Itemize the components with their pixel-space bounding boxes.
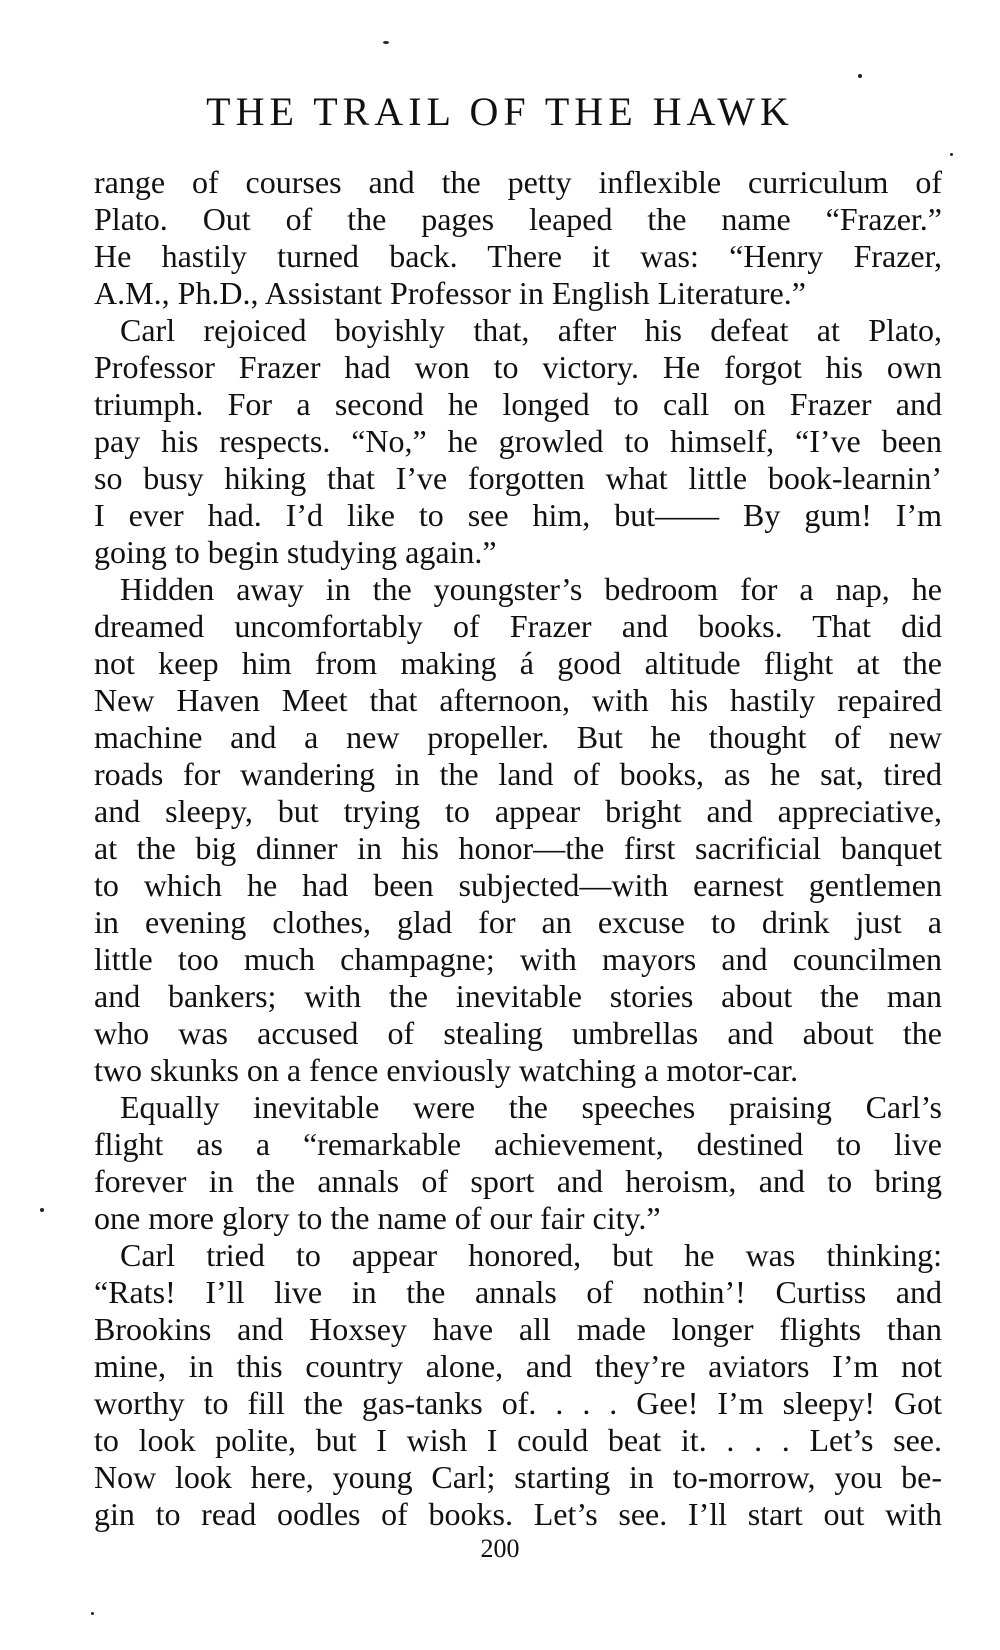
text-line: who was accused of stealing umbrellas and about the <box>94 1015 942 1051</box>
text-line: and sleepy, but trying to appear bright and appreciative, <box>94 793 942 829</box>
text-line: A.M., Ph.D., Assistant Professor in English Literature.” <box>94 275 806 311</box>
text-line: New Haven Meet that afternoon, with his hastily repaired <box>94 682 942 718</box>
text-line: going to begin studying again.” <box>94 534 497 570</box>
text-line: “Rats! I’ll live in the annals of nothin’! Curtiss and <box>94 1274 942 1310</box>
text-line: gin to read oodles of books. Let’s see. I’ll start out with <box>94 1496 942 1532</box>
text-line: in evening clothes, glad for an excuse to drink just a <box>94 904 942 940</box>
ink-speck <box>950 153 953 156</box>
text-line: Carl tried to appear honored, but he was thinking: <box>120 1237 942 1273</box>
text-line: He hastily turned back. There it was: “Henry Frazer, <box>94 238 942 274</box>
text-line: dreamed uncomfortably of Frazer and books. That did <box>94 608 942 644</box>
text-line: Now look here, young Carl; starting in to-morrow, you be- <box>94 1459 942 1495</box>
text-line: Brookins and Hoxsey have all made longer flights than <box>94 1311 942 1347</box>
text-line: machine and a new propeller. But he thought of new <box>94 719 942 755</box>
text-line: not keep him from making á good altitude flight at the <box>94 645 942 681</box>
text-line: range of courses and the petty inflexible curriculum of <box>94 164 942 200</box>
text-line: forever in the annals of sport and heroism, and to bring <box>94 1163 942 1199</box>
text-line: I ever had. I’d like to see him, but—— By gum! I’m <box>94 497 942 533</box>
ink-speck <box>40 1208 44 1212</box>
text-line: Equally inevitable were the speeches praising Carl’s <box>120 1089 942 1125</box>
text-line: to look polite, but I wish I could beat it. . . . Let’s see. <box>94 1422 942 1458</box>
ink-speck <box>858 74 862 78</box>
body-text <box>94 164 942 1533</box>
text-line: triumph. For a second he longed to call on Frazer and <box>94 386 942 422</box>
text-line: to which he had been subjected—with earnest gentlemen <box>94 867 942 903</box>
ink-speck <box>383 41 389 44</box>
text-line: one more glory to the name of our fair city.” <box>94 1200 661 1236</box>
text-line: Professor Frazer had won to victory. He forgot his own <box>94 349 942 385</box>
text-line: Hidden away in the youngster’s bedroom for a nap, he <box>120 571 942 607</box>
text-line: so busy hiking that I’ve forgotten what little book-learnin’ <box>94 460 942 496</box>
page-number: 200 <box>480 1534 520 1563</box>
text-line: at the big dinner in his honor—the first sacrificial banquet <box>94 830 942 866</box>
ink-speck <box>91 1612 94 1615</box>
text-line: and bankers; with the inevitable stories about the man <box>94 978 942 1014</box>
text-line: Plato. Out of the pages leaped the name “Frazer.” <box>94 201 942 237</box>
text-line: little too much champagne; with mayors and councilmen <box>94 941 942 977</box>
text-line: mine, in this country alone, and they’re aviators I’m not <box>94 1348 942 1384</box>
text-line: Carl rejoiced boyishly that, after his defeat at Plato, <box>120 312 942 348</box>
text-line: roads for wandering in the land of books, as he sat, tired <box>94 756 942 792</box>
text-line: pay his respects. “No,” he growled to himself, “I’ve been <box>94 423 942 459</box>
text-line: two skunks on a fence enviously watching a motor-car. <box>94 1052 799 1088</box>
running-head: THE TRAIL OF THE HAWK <box>206 89 794 134</box>
text-line: worthy to fill the gas-tanks of. . . . Gee! I’m sleepy! Got <box>94 1385 942 1421</box>
text-line: flight as a “remarkable achievement, destined to live <box>94 1126 942 1162</box>
